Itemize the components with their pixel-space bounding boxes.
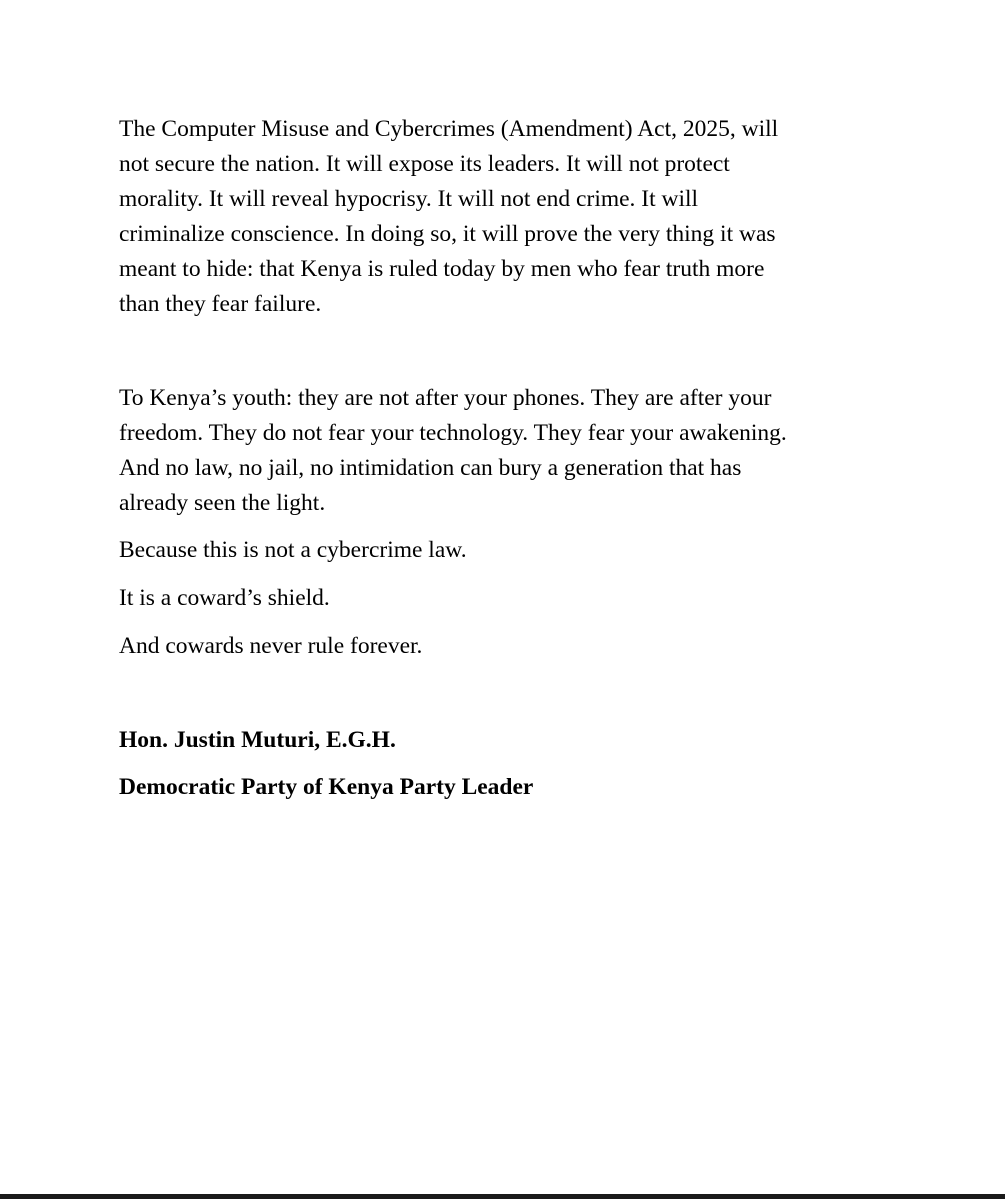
- signature-block: [119, 723, 879, 805]
- signatory-title: Democratic Party of Kenya Party Leader: [119, 774, 534, 800]
- bottom-border: [0, 1194, 1005, 1199]
- paragraph-amendment-act: The Computer Misuse and Cybercrimes (Amendment) Act, 2025, will not secure the nation. It will expose its leaders. It will not protect morality. It will reveal hypocrisy. It will not end crime. It will criminalize conscience. In doing so, it will prove the very thing it was meant to hide: that Kenya is ruled today by men who fear truth more than they fear failure.: [119, 116, 779, 317]
- statement-body: [119, 112, 879, 805]
- paragraph-not-cybercrime-law: Because this is not a cybercrime law.: [119, 537, 467, 563]
- paragraph-youth: To Kenya’s youth: they are not after your phones. They are after your freedom. They do not fear your technology. They fear your awakening. And no law, no jail, no intimidation can bury a generation that has already seen the light.: [119, 385, 787, 516]
- paragraph-cowards-shield: It is a coward’s shield.: [119, 585, 330, 611]
- signatory-name: Hon. Justin Muturi, E.G.H.: [119, 727, 396, 753]
- paragraph-cowards-never-rule: And cowards never rule forever.: [119, 633, 423, 659]
